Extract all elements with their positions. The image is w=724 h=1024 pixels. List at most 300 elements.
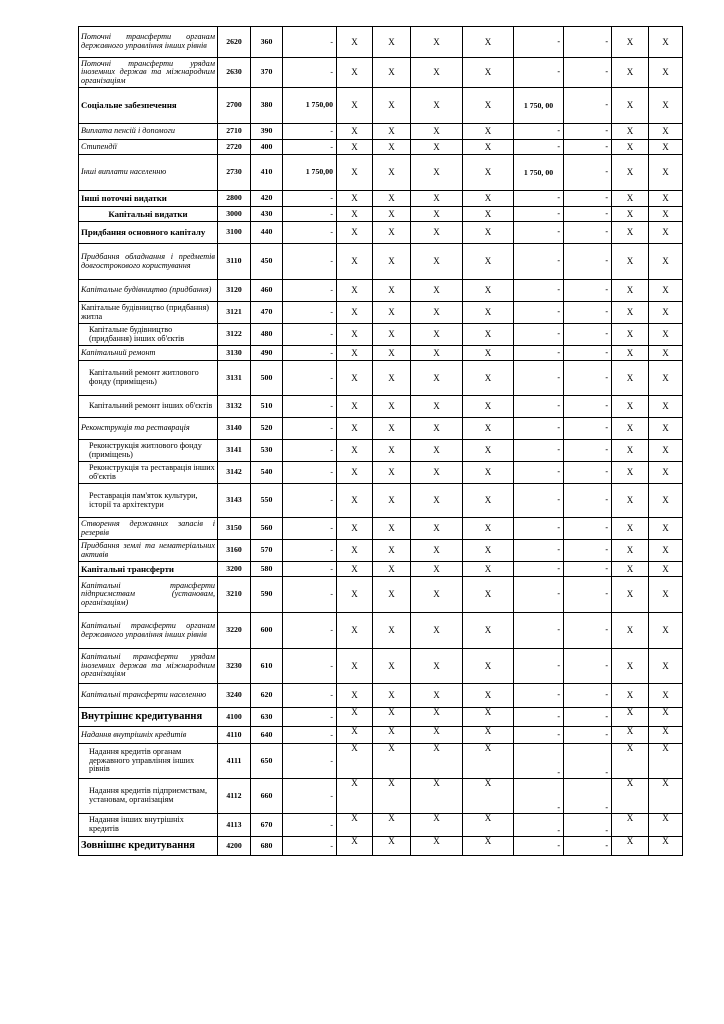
amount-cell: - — [283, 207, 337, 222]
economic-code-cell: 3140 — [218, 418, 251, 440]
amount-cell: - — [283, 540, 337, 562]
line-code-cell: 580 — [251, 562, 283, 577]
x-cell: X — [649, 124, 683, 140]
value-cell: - — [564, 684, 612, 708]
x-cell: X — [463, 280, 514, 302]
x-cell: X — [411, 361, 463, 396]
value-cell: - — [564, 418, 612, 440]
row-label: Капітальні трансферти органам державного управління інших рівнів — [79, 613, 218, 649]
amount-cell: - — [283, 140, 337, 155]
x-cell: X — [649, 462, 683, 484]
amount-cell: 1 750,00 — [283, 88, 337, 124]
value-cell: - — [564, 440, 612, 462]
row-label: Реконструкція житлового фонду (приміщень) — [79, 440, 218, 462]
x-cell: X — [649, 58, 683, 88]
x-cell: X — [463, 518, 514, 540]
value-cell: - — [514, 837, 564, 856]
value-cell: - — [564, 744, 612, 779]
economic-code-cell: 3121 — [218, 302, 251, 324]
amount-cell: - — [283, 814, 337, 837]
x-cell: X — [463, 124, 514, 140]
row-label: Реконструкція та реставрація інших об'єктів — [79, 462, 218, 484]
x-cell: X — [373, 418, 411, 440]
x-cell: X — [337, 814, 373, 837]
value-cell: - — [514, 779, 564, 814]
x-cell: X — [337, 155, 373, 191]
table-row — [79, 346, 683, 361]
amount-cell: - — [283, 684, 337, 708]
x-cell: X — [411, 302, 463, 324]
row-label: Виплата пенсій і допомоги — [79, 124, 218, 140]
economic-code-cell: 3200 — [218, 562, 251, 577]
economic-code-cell: 3150 — [218, 518, 251, 540]
x-cell: X — [612, 207, 649, 222]
table-row — [79, 684, 683, 708]
table-row — [79, 613, 683, 649]
line-code-cell: 510 — [251, 396, 283, 418]
x-cell: X — [411, 562, 463, 577]
x-cell: X — [612, 484, 649, 518]
value-cell: - — [514, 649, 564, 684]
x-cell: X — [612, 302, 649, 324]
x-cell: X — [337, 58, 373, 88]
line-code-cell: 480 — [251, 324, 283, 346]
x-cell: X — [463, 222, 514, 244]
x-cell: X — [373, 744, 411, 779]
amount-cell: - — [283, 744, 337, 779]
x-cell: X — [337, 462, 373, 484]
x-cell: X — [612, 613, 649, 649]
x-cell: X — [612, 361, 649, 396]
x-cell: X — [612, 577, 649, 613]
line-code-cell: 570 — [251, 540, 283, 562]
x-cell: X — [411, 191, 463, 207]
x-cell: X — [463, 562, 514, 577]
economic-code-cell: 4113 — [218, 814, 251, 837]
value-cell: - — [564, 727, 612, 744]
amount-cell: - — [283, 124, 337, 140]
table-row — [79, 577, 683, 613]
x-cell: X — [337, 779, 373, 814]
economic-code-cell: 4200 — [218, 837, 251, 856]
x-cell: X — [463, 155, 514, 191]
row-label: Стипендії — [79, 140, 218, 155]
economic-code-cell: 3210 — [218, 577, 251, 613]
row-label: Внутрішнє кредитування — [79, 708, 218, 727]
value-cell: - — [564, 155, 612, 191]
line-code-cell: 470 — [251, 302, 283, 324]
x-cell: X — [649, 140, 683, 155]
value-cell: - — [514, 562, 564, 577]
x-cell: X — [649, 562, 683, 577]
line-code-cell: 380 — [251, 88, 283, 124]
economic-code-cell: 3132 — [218, 396, 251, 418]
value-cell: - — [564, 244, 612, 280]
table-row — [79, 779, 683, 814]
x-cell: X — [612, 124, 649, 140]
x-cell: X — [373, 613, 411, 649]
row-label: Придбання обладнання і предметів довгострокового користування — [79, 244, 218, 280]
x-cell: X — [373, 814, 411, 837]
value-cell: 1 750, 00 — [514, 88, 564, 124]
economic-code-cell: 3110 — [218, 244, 251, 280]
x-cell: X — [463, 484, 514, 518]
row-label: Зовнішнє кредитування — [79, 837, 218, 856]
value-cell: - — [514, 577, 564, 613]
economic-code-cell: 3160 — [218, 540, 251, 562]
row-label: Капітальні трансферти урядам іноземних держав та міжнародним організаціям — [79, 649, 218, 684]
row-label: Капітальні видатки — [79, 207, 218, 222]
value-cell: - — [514, 613, 564, 649]
x-cell: X — [411, 684, 463, 708]
row-label: Придбання основного капіталу — [79, 222, 218, 244]
x-cell: X — [411, 280, 463, 302]
x-cell: X — [337, 484, 373, 518]
x-cell: X — [411, 540, 463, 562]
x-cell: X — [612, 779, 649, 814]
x-cell: X — [411, 814, 463, 837]
value-cell: - — [564, 88, 612, 124]
value-cell: - — [514, 346, 564, 361]
x-cell: X — [337, 649, 373, 684]
x-cell: X — [373, 207, 411, 222]
x-cell: X — [612, 324, 649, 346]
amount-cell: - — [283, 484, 337, 518]
x-cell: X — [373, 708, 411, 727]
x-cell: X — [411, 744, 463, 779]
economic-code-cell: 4111 — [218, 744, 251, 779]
line-code-cell: 370 — [251, 58, 283, 88]
value-cell: - — [514, 140, 564, 155]
economic-code-cell: 2710 — [218, 124, 251, 140]
table-row — [79, 837, 683, 856]
x-cell: X — [373, 191, 411, 207]
x-cell: X — [411, 396, 463, 418]
table-row — [79, 302, 683, 324]
economic-code-cell: 3141 — [218, 440, 251, 462]
value-cell: - — [514, 396, 564, 418]
x-cell: X — [411, 577, 463, 613]
x-cell: X — [337, 613, 373, 649]
x-cell: X — [337, 577, 373, 613]
x-cell: X — [373, 727, 411, 744]
x-cell: X — [337, 562, 373, 577]
line-code-cell: 520 — [251, 418, 283, 440]
x-cell: X — [337, 708, 373, 727]
x-cell: X — [337, 837, 373, 856]
table-row — [79, 462, 683, 484]
row-label: Капітальне будівництво (придбання) житла — [79, 302, 218, 324]
x-cell: X — [373, 302, 411, 324]
value-cell: - — [514, 361, 564, 396]
economic-code-cell: 4110 — [218, 727, 251, 744]
x-cell: X — [463, 302, 514, 324]
line-code-cell: 400 — [251, 140, 283, 155]
line-code-cell: 600 — [251, 613, 283, 649]
x-cell: X — [373, 577, 411, 613]
x-cell: X — [649, 222, 683, 244]
x-cell: X — [463, 396, 514, 418]
economic-code-cell: 2620 — [218, 27, 251, 58]
value-cell: - — [514, 418, 564, 440]
x-cell: X — [337, 744, 373, 779]
row-label: Інші поточні видатки — [79, 191, 218, 207]
x-cell: X — [612, 222, 649, 244]
x-cell: X — [337, 324, 373, 346]
line-code-cell: 530 — [251, 440, 283, 462]
x-cell: X — [337, 88, 373, 124]
line-code-cell: 560 — [251, 518, 283, 540]
x-cell: X — [463, 613, 514, 649]
x-cell: X — [649, 484, 683, 518]
x-cell: X — [337, 540, 373, 562]
x-cell: X — [463, 346, 514, 361]
table-row — [79, 484, 683, 518]
x-cell: X — [411, 708, 463, 727]
value-cell: - — [564, 708, 612, 727]
x-cell: X — [337, 440, 373, 462]
value-cell: - — [564, 222, 612, 244]
x-cell: X — [612, 462, 649, 484]
x-cell: X — [337, 518, 373, 540]
x-cell: X — [612, 346, 649, 361]
row-label: Придбання землі та нематеріальних активів — [79, 540, 218, 562]
value-cell: - — [514, 324, 564, 346]
table-row — [79, 361, 683, 396]
x-cell: X — [649, 361, 683, 396]
x-cell: X — [337, 280, 373, 302]
table-row — [79, 440, 683, 462]
economic-code-cell: 3130 — [218, 346, 251, 361]
amount-cell: - — [283, 562, 337, 577]
x-cell: X — [649, 244, 683, 280]
x-cell: X — [612, 280, 649, 302]
expenditure-table — [78, 26, 683, 856]
amount-cell: - — [283, 27, 337, 58]
row-label: Капітальне будівництво (придбання) інших об'єктів — [79, 324, 218, 346]
value-cell: - — [514, 27, 564, 58]
economic-code-cell: 3143 — [218, 484, 251, 518]
table-row — [79, 744, 683, 779]
row-label: Капітальний ремонт житлового фонду (приміщень) — [79, 361, 218, 396]
table-row — [79, 649, 683, 684]
amount-cell: - — [283, 280, 337, 302]
x-cell: X — [373, 440, 411, 462]
value-cell: - — [564, 837, 612, 856]
economic-code-cell: 2700 — [218, 88, 251, 124]
row-label: Капітальні трансферти — [79, 562, 218, 577]
value-cell: 1 750, 00 — [514, 155, 564, 191]
x-cell: X — [612, 649, 649, 684]
amount-cell: - — [283, 222, 337, 244]
x-cell: X — [411, 837, 463, 856]
x-cell: X — [411, 727, 463, 744]
amount-cell: - — [283, 440, 337, 462]
economic-code-cell: 3120 — [218, 280, 251, 302]
x-cell: X — [411, 155, 463, 191]
row-label: Надання внутрішніх кредитів — [79, 727, 218, 744]
line-code-cell: 440 — [251, 222, 283, 244]
row-label: Капітальні трансферти населенню — [79, 684, 218, 708]
economic-code-cell: 4100 — [218, 708, 251, 727]
x-cell: X — [463, 88, 514, 124]
x-cell: X — [373, 649, 411, 684]
value-cell: - — [564, 462, 612, 484]
table-row — [79, 191, 683, 207]
value-cell: - — [564, 518, 612, 540]
row-label: Надання кредитів органам державного управління інших рівнів — [79, 744, 218, 779]
economic-code-cell: 3131 — [218, 361, 251, 396]
x-cell: X — [463, 361, 514, 396]
line-code-cell: 540 — [251, 462, 283, 484]
table-row — [79, 140, 683, 155]
x-cell: X — [649, 613, 683, 649]
economic-code-cell: 3122 — [218, 324, 251, 346]
table-row — [79, 814, 683, 837]
amount-cell: - — [283, 649, 337, 684]
x-cell: X — [463, 324, 514, 346]
economic-code-cell: 3142 — [218, 462, 251, 484]
x-cell: X — [337, 302, 373, 324]
economic-code-cell: 3230 — [218, 649, 251, 684]
value-cell: - — [564, 649, 612, 684]
x-cell: X — [649, 88, 683, 124]
value-cell: - — [514, 540, 564, 562]
table-row — [79, 155, 683, 191]
economic-code-cell: 4112 — [218, 779, 251, 814]
x-cell: X — [463, 58, 514, 88]
line-code-cell: 590 — [251, 577, 283, 613]
line-code-cell: 610 — [251, 649, 283, 684]
x-cell: X — [612, 396, 649, 418]
amount-cell: - — [283, 244, 337, 280]
x-cell: X — [612, 27, 649, 58]
value-cell: - — [514, 744, 564, 779]
x-cell: X — [649, 346, 683, 361]
x-cell: X — [411, 324, 463, 346]
x-cell: X — [612, 727, 649, 744]
value-cell: - — [564, 124, 612, 140]
amount-cell: - — [283, 708, 337, 727]
amount-cell: - — [283, 324, 337, 346]
x-cell: X — [463, 207, 514, 222]
x-cell: X — [612, 562, 649, 577]
amount-cell: - — [283, 361, 337, 396]
x-cell: X — [373, 222, 411, 244]
x-cell: X — [612, 88, 649, 124]
table-row — [79, 518, 683, 540]
x-cell: X — [649, 27, 683, 58]
x-cell: X — [411, 484, 463, 518]
amount-cell: - — [283, 418, 337, 440]
value-cell: - — [514, 207, 564, 222]
x-cell: X — [649, 440, 683, 462]
x-cell: X — [337, 361, 373, 396]
x-cell: X — [373, 484, 411, 518]
amount-cell: - — [283, 613, 337, 649]
line-code-cell: 460 — [251, 280, 283, 302]
x-cell: X — [612, 684, 649, 708]
economic-code-cell: 2730 — [218, 155, 251, 191]
amount-cell: - — [283, 518, 337, 540]
economic-code-cell: 3220 — [218, 613, 251, 649]
line-code-cell: 430 — [251, 207, 283, 222]
line-code-cell: 450 — [251, 244, 283, 280]
row-label: Створення державних запасів і резервів — [79, 518, 218, 540]
amount-cell: - — [283, 191, 337, 207]
amount-cell: - — [283, 837, 337, 856]
x-cell: X — [649, 396, 683, 418]
row-label: Капітальні трансферти підприємствам (установам, організаціям) — [79, 577, 218, 613]
x-cell: X — [373, 562, 411, 577]
value-cell: - — [564, 540, 612, 562]
table-row — [79, 27, 683, 58]
x-cell: X — [463, 779, 514, 814]
row-label: Реставрація пам'яток культури, історії та архітектури — [79, 484, 218, 518]
x-cell: X — [337, 346, 373, 361]
x-cell: X — [649, 708, 683, 727]
table-row — [79, 124, 683, 140]
x-cell: X — [337, 191, 373, 207]
value-cell: - — [514, 462, 564, 484]
x-cell: X — [337, 244, 373, 280]
table-row — [79, 88, 683, 124]
value-cell: - — [514, 124, 564, 140]
x-cell: X — [373, 540, 411, 562]
x-cell: X — [612, 814, 649, 837]
x-cell: X — [411, 27, 463, 58]
x-cell: X — [463, 649, 514, 684]
x-cell: X — [612, 244, 649, 280]
row-label: Капітальний ремонт — [79, 346, 218, 361]
row-label: Поточні трансферти урядам іноземних держав та міжнародним організаціям — [79, 58, 218, 88]
x-cell: X — [612, 155, 649, 191]
x-cell: X — [373, 396, 411, 418]
x-cell: X — [373, 280, 411, 302]
budget-report-sheet — [78, 26, 682, 856]
x-cell: X — [411, 418, 463, 440]
x-cell: X — [373, 837, 411, 856]
amount-cell: 1 750,00 — [283, 155, 337, 191]
x-cell: X — [612, 191, 649, 207]
line-code-cell: 420 — [251, 191, 283, 207]
x-cell: X — [373, 88, 411, 124]
line-code-cell: 390 — [251, 124, 283, 140]
x-cell: X — [463, 744, 514, 779]
x-cell: X — [649, 727, 683, 744]
x-cell: X — [411, 462, 463, 484]
x-cell: X — [463, 191, 514, 207]
table-row — [79, 324, 683, 346]
value-cell: - — [514, 244, 564, 280]
row-label: Надання кредитів підприємствам, установам, організаціям — [79, 779, 218, 814]
x-cell: X — [463, 814, 514, 837]
x-cell: X — [649, 649, 683, 684]
x-cell: X — [612, 837, 649, 856]
x-cell: X — [411, 88, 463, 124]
x-cell: X — [373, 244, 411, 280]
x-cell: X — [373, 155, 411, 191]
value-cell: - — [564, 814, 612, 837]
x-cell: X — [649, 155, 683, 191]
x-cell: X — [411, 440, 463, 462]
value-cell: - — [564, 58, 612, 88]
x-cell: X — [463, 727, 514, 744]
x-cell: X — [463, 418, 514, 440]
table-row — [79, 207, 683, 222]
value-cell: - — [514, 684, 564, 708]
amount-cell: - — [283, 396, 337, 418]
